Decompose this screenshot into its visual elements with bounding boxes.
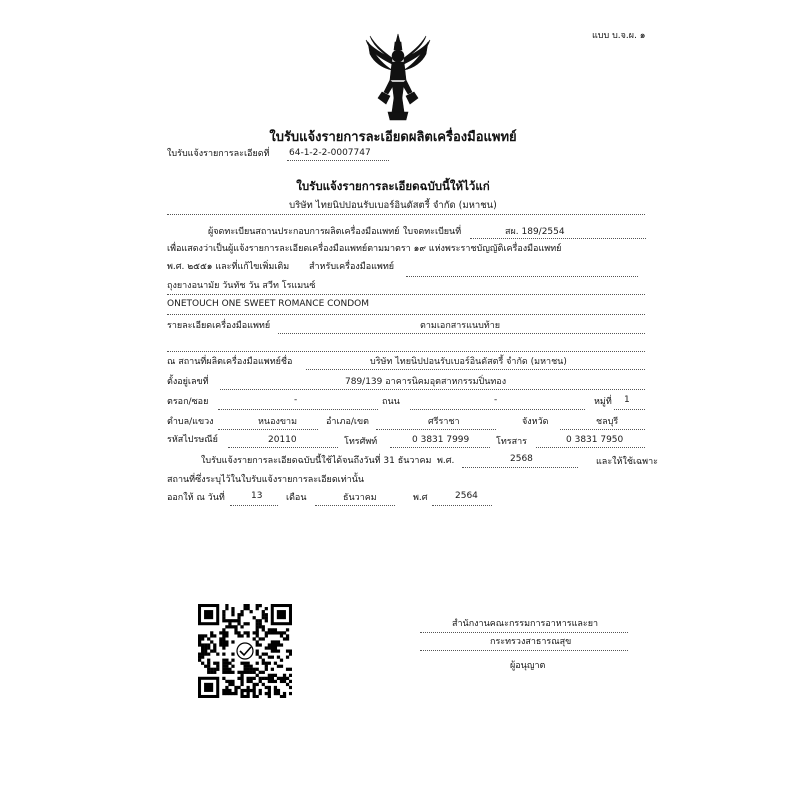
postal-value: 20110 — [268, 435, 297, 445]
ref-number: 64-1-2-2-0007747 — [289, 148, 371, 158]
company-name: บริษัท ไทยนิปปอนรับเบอร์อินดัสตรี้ จำกัด (มหาชน) — [289, 200, 497, 211]
district-label: อำเภอ/เขต — [326, 417, 369, 427]
province-value: ชลบุรี — [596, 417, 619, 427]
valid-line2: สถานที่ซึ่งระบุไว้ในใบรับแจ้งรายการละเอียดเท่านั้น — [167, 475, 365, 485]
subdistrict-label: ตำบล/แขวง — [167, 417, 214, 427]
issue-month-label: เดือน — [286, 493, 307, 503]
issue-label: ออกให้ ณ วันที่ — [167, 493, 225, 503]
agency-line2: กระทรวงสาธารณสุข — [490, 637, 572, 647]
license-number: สผ. 189/2554 — [505, 227, 565, 237]
device-name-th: ถุงยางอนามัย วันทัช วัน สวีท โรแมนซ์ — [167, 281, 316, 291]
fax-label: โทรสาร — [496, 437, 527, 447]
issue-month: ธันวาคม — [343, 493, 377, 503]
device-label: สำหรับเครื่องมือแพทย์ — [309, 262, 395, 272]
moo-value: 1 — [624, 395, 630, 405]
device-name-en: ONETOUCH ONE SWEET ROMANCE CONDOM — [167, 299, 369, 309]
registrant-label: ผู้จดทะเบียนสถานประกอบการผลิตเครื่องมือแพทย์ — [208, 227, 400, 237]
alley-value: - — [294, 395, 298, 405]
alley-label: ตรอก/ซอย — [167, 397, 209, 407]
issued-to-label: ใบรับแจ้งรายการละเอียดฉบับนี้ให้ไว้แก่ — [296, 179, 490, 193]
garuda-emblem-icon — [362, 32, 434, 122]
moo-label: หมู่ที่ — [594, 397, 612, 407]
details-label: รายละเอียดเครื่องมือแพทย์ — [167, 321, 271, 331]
document-title: ใบรับแจ้งรายการละเอียดผลิตเครื่องมือแพทย์ — [269, 130, 517, 145]
issue-day: 13 — [251, 491, 263, 501]
details-value: ตามเอกสารแนบท้าย — [420, 321, 501, 331]
address-label: ตั้งอยู่เลขที่ — [167, 377, 209, 387]
road-value: - — [494, 395, 498, 405]
act-line: พ.ศ. ๒๕๕๑ และที่แก้ไขเพิ่มเติม — [167, 262, 290, 272]
phone-label: โทรศัพท์ — [344, 437, 378, 447]
qr-code-icon — [198, 604, 292, 698]
license-label: ใบจดทะเบียนที่ — [403, 227, 462, 237]
road-label: ถนน — [382, 397, 400, 407]
authority-label: ผู้อนุญาต — [510, 661, 546, 671]
issue-year: 2564 — [455, 491, 478, 501]
phone-value: 0 3831 7999 — [412, 435, 470, 445]
valid-label: ใบรับแจ้งรายการละเอียดฉบับนี้ใช้ได้จนถึงวันที่ 31 ธันวาคม — [201, 456, 432, 466]
subdistrict-value: หนองขาม — [258, 417, 298, 427]
fax-value: 0 3831 7950 — [566, 435, 624, 445]
postal-label: รหัสไปรษณีย์ — [167, 435, 218, 445]
form-code: แบบ บ.จ.ผ. ๑ — [592, 31, 646, 41]
site-name: บริษัท ไทยนิปปอนรับเบอร์อินดัสตรี้ จำกัด (มหาชน) — [370, 357, 567, 367]
valid-be-label: พ.ศ. — [437, 456, 455, 466]
law-line: เพื่อแสดงว่าเป็นผู้แจ้งรายการละเอียดเครื่องมือแพทย์ตามมาตรา ๑๙ แห่งพระราชบัญญัติเครื่องมือแพทย์ — [167, 244, 562, 254]
ref-label: ใบรับแจ้งรายการละเอียดที่ — [167, 149, 270, 159]
agency-line1: สำนักงานคณะกรรมการอาหารและยา — [452, 619, 599, 629]
valid-tail: และให้ใช้เฉพาะ — [596, 457, 659, 467]
district-value: ศรีราชา — [428, 417, 460, 427]
issue-year-label: พ.ศ — [413, 493, 428, 503]
valid-year: 2568 — [510, 454, 533, 464]
site-label: ณ สถานที่ผลิตเครื่องมือแพทย์ชื่อ — [167, 357, 293, 367]
address-value: 789/139 อาคารนิคมอุตสาหกรรมปิ่นทอง — [345, 377, 507, 387]
province-label: จังหวัด — [522, 417, 549, 427]
